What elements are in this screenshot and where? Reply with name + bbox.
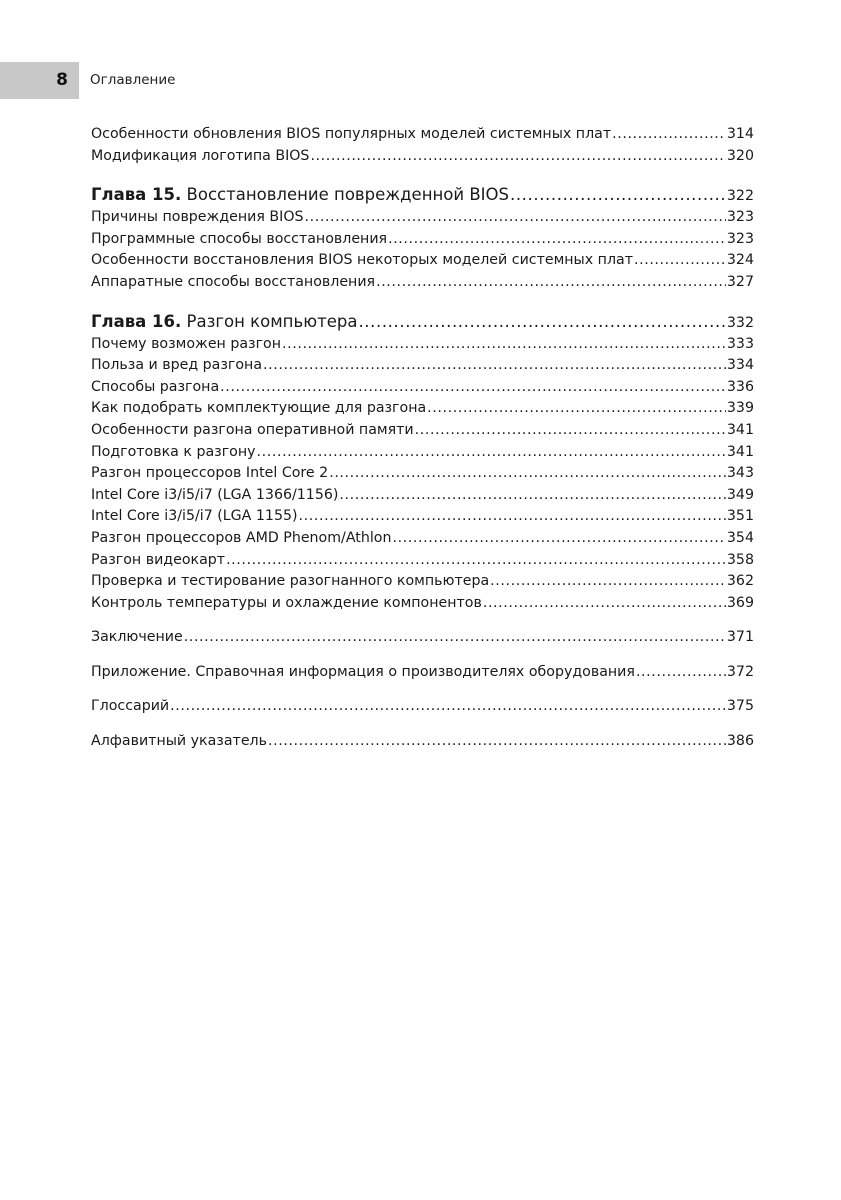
toc-entry-title: Разгон процессоров Intel Core 2 [91,465,329,482]
toc-entry-page: 327 [726,273,754,290]
chapter-name: Восстановление поврежденной BIOS [186,185,509,205]
toc-entry-page: 333 [726,335,754,352]
toc-entry-title: Особенности восстановления BIOS некоторых моделей системных плат [91,252,633,269]
toc-entry-title: Особенности обновления BIOS популярных моделей системных плат [91,126,612,142]
toc-entry[interactable] [91,573,754,595]
leader-dots [612,126,726,142]
leader-dots [415,422,726,438]
toc-entry-page: 349 [726,486,754,503]
leader-dots [305,209,726,225]
toc-entry-page: 375 [726,698,754,715]
toc-entry-title: Аппаратные способы восстановления [91,273,376,290]
chapter-name: Разгон компьютера [186,311,358,331]
toc-entry[interactable] [91,209,754,231]
toc-entry-title: Способы разгона [91,378,220,395]
toc-entry-title: Подготовка к разгону [91,443,256,460]
chapter-label: Глава 16. [91,311,182,331]
toc-entry-page: 336 [726,378,754,395]
toc-entry-page: 323 [726,209,754,226]
leader-dots [170,698,726,714]
toc-entry[interactable] [91,231,754,253]
chapter-page: 332 [726,314,754,331]
toc-chapter-16[interactable] [91,312,754,336]
leader-dots [226,552,726,568]
toc-entry-title: Глоссарий [91,698,170,715]
toc-entry-page: 341 [726,421,754,438]
toc-entry-title: Проверка и тестирование разогнанного компьютера [91,573,490,590]
toc-entry-conclusion[interactable] [91,629,754,651]
toc-entry[interactable] [91,126,754,148]
running-header: Оглавление [90,72,176,88]
toc-entry-page: 351 [726,508,754,525]
leader-dots [376,274,726,290]
leader-dots [388,231,726,247]
toc-entry-page: 369 [726,594,754,611]
toc-entry-page: 386 [726,733,754,750]
toc-entry-title: Intel Core i3/i5/i7 (LGA 1366/1156) [91,486,339,503]
toc-entry[interactable] [91,465,754,487]
toc-entry-title: Разгон процессоров AMD Phenom/Athlon [91,529,392,546]
toc-entry[interactable] [91,422,754,444]
toc-entry[interactable] [91,357,754,379]
toc-entry[interactable] [91,530,754,552]
toc-chapter-15[interactable] [91,185,754,209]
toc-entry-title: Причины повреждения BIOS [91,209,304,226]
chapter-title [91,312,357,331]
toc-entry-title: Разгон видеокарт [91,551,226,568]
toc-entry[interactable] [91,252,754,274]
leader-dots [220,379,726,395]
leader-dots [282,336,726,352]
toc-entry-title: Как подобрать комплектующие для разгона [91,400,427,417]
leader-dots [310,148,725,164]
toc-entry-title: Заключение [91,629,183,646]
toc-entry[interactable] [91,400,754,422]
toc-entry-title: Intel Core i3/i5/i7 (LGA 1155) [91,508,298,525]
toc-entry-page: 334 [726,357,754,374]
leader-dots [184,629,726,645]
toc-entry-title: Польза и вред разгона [91,357,263,374]
leader-dots [358,312,725,331]
toc-entry-page: 343 [726,465,754,482]
toc-entry-title: Модификация логотипа BIOS [91,147,310,164]
leader-dots [427,400,726,416]
toc-entry-page: 358 [726,551,754,568]
toc-entry[interactable] [91,552,754,574]
toc-entry[interactable] [91,274,754,296]
leader-dots [634,252,726,268]
toc-entry[interactable] [91,148,754,170]
leader-dots [339,487,725,503]
page-number: 8 [56,70,68,90]
toc-entry-title: Приложение. Справочная информация о производителях оборудования [91,663,635,680]
leader-dots [299,508,726,524]
toc-entry-page: 320 [726,147,754,164]
toc-entry[interactable] [91,487,754,509]
leader-dots [263,357,726,373]
table-of-contents [91,126,754,755]
toc-entry[interactable] [91,595,754,617]
toc-entry[interactable] [91,379,754,401]
leader-dots [510,185,726,204]
toc-entry-page: 362 [726,573,754,590]
toc-entry-title: Алфавитный указатель [91,733,267,750]
toc-entry-page: 372 [726,663,754,680]
chapter-label: Глава 15. [91,185,182,205]
toc-entry-title: Программные способы восстановления [91,230,388,247]
leader-dots [329,465,726,481]
toc-entry-glossary[interactable] [91,698,754,720]
toc-entry-page: 323 [726,230,754,247]
toc-entry-page: 339 [726,400,754,417]
leader-dots [490,573,726,589]
toc-entry[interactable] [91,336,754,358]
toc-entry-page: 314 [726,126,754,142]
leader-dots [483,595,726,611]
toc-entry-index[interactable] [91,733,754,755]
toc-entry-page: 371 [726,629,754,646]
toc-entry[interactable] [91,508,754,530]
leader-dots [392,530,725,546]
toc-entry-appendix[interactable] [91,664,754,686]
toc-entry-title: Контроль температуры и охлаждение компонентов [91,594,482,611]
toc-entry[interactable] [91,444,754,466]
leader-dots [268,733,726,749]
toc-entry-page: 341 [726,443,754,460]
leader-dots [636,664,726,680]
toc-entry-page: 354 [726,529,754,546]
toc-entry-title: Особенности разгона оперативной памяти [91,421,414,438]
chapter-page: 322 [726,188,754,205]
toc-entry-page: 324 [726,252,754,269]
toc-entry-title: Почему возможен разгон [91,335,281,352]
leader-dots [257,444,726,460]
chapter-title [91,185,509,204]
